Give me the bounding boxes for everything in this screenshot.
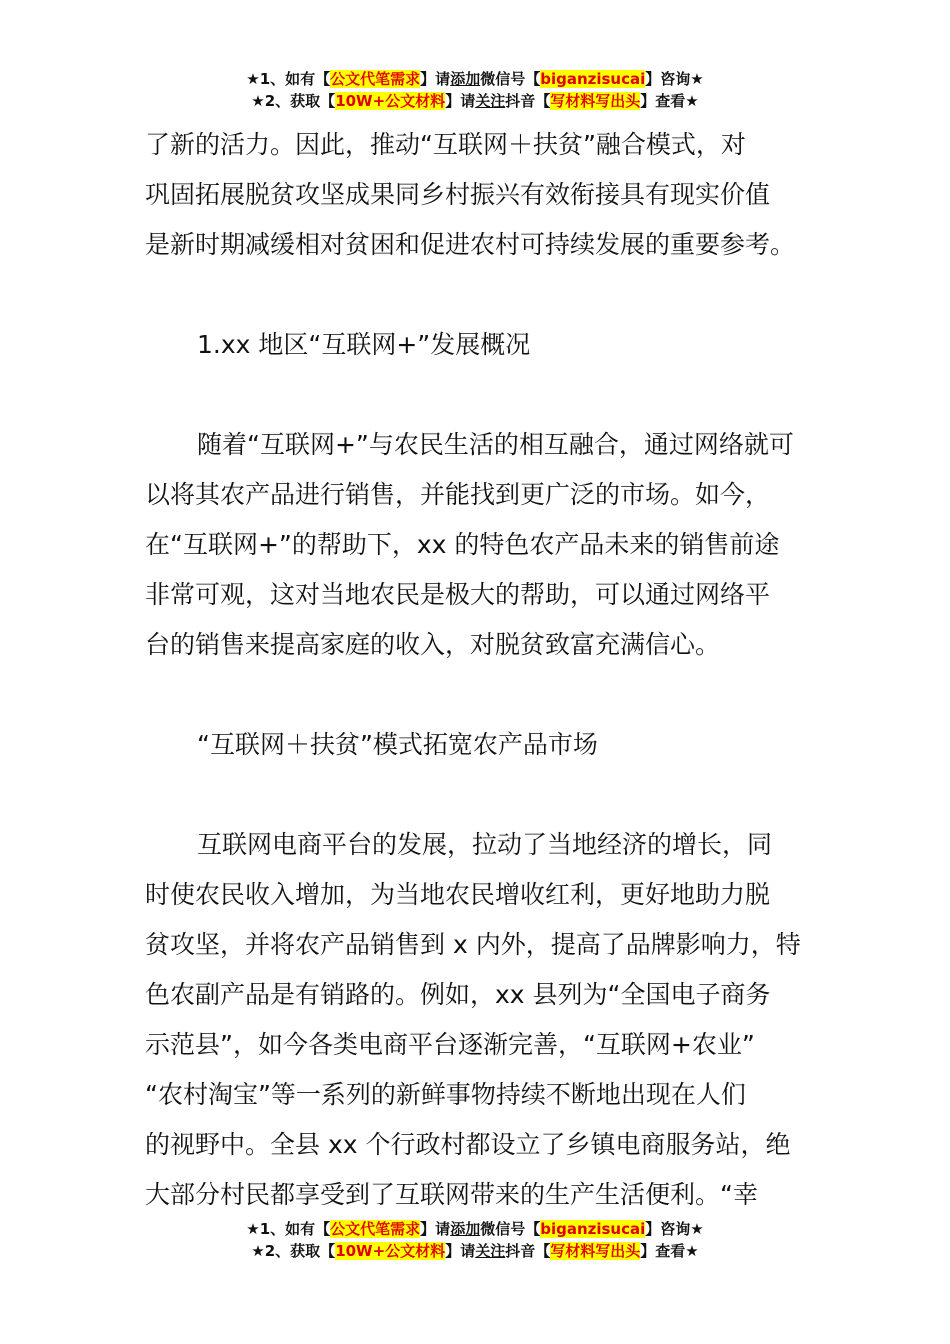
banner-text: 】请: [445, 92, 476, 110]
body-line: 贫攻坚，并将农产品销售到 x 内外，提高了品牌影响力，特: [145, 930, 801, 959]
banner-line-2: [0, 1240, 950, 1262]
banner-line-2: [0, 90, 950, 112]
body-line: 在“互联网+”的帮助下，xx 的特色农产品未来的销售前途: [145, 530, 780, 559]
banner-text: 抖音【: [505, 1242, 551, 1260]
body-line: 的视野中。全县 xx 个行政村都设立了乡镇电商服务站，绝: [145, 1130, 791, 1159]
top-banner: [0, 68, 950, 112]
section-heading: 1.xx 地区“互联网+”发展概况: [197, 330, 531, 359]
banner-text: ★2、获取【: [251, 92, 336, 110]
banner-highlight: 写材料写出头: [550, 1242, 641, 1260]
banner-underlined: 添加: [450, 70, 481, 88]
body-line: 色农副产品是有销路的。例如，xx 县列为“全国电子商务: [145, 980, 771, 1009]
banner-underlined: 关注: [475, 1242, 506, 1260]
document-body: [145, 120, 809, 1220]
body-line: “农村淘宝”等一系列的新鲜事物持续不断地出现在人们: [145, 1080, 746, 1109]
body-line: 随着“互联网+”与农民生活的相互融合，通过网络就可: [197, 430, 794, 459]
banner-text: 微信号【: [480, 1220, 541, 1238]
banner-text: 微信号【: [480, 70, 541, 88]
body-line: 示范县”，如今各类电商平台逐渐完善，“互联网+农业”: [145, 1030, 755, 1059]
body-line: 台的销售来提高家庭的收入，对脱贫致富充满信心。: [145, 630, 721, 659]
body-line: 大部分村民都享受到了互联网带来的生产生活便利。“幸: [145, 1180, 758, 1209]
body-line: 以将其农产品进行销售，并能找到更广泛的市场。如今，: [145, 480, 771, 509]
banner-text: 】请: [445, 1242, 476, 1260]
body-line: 是新时期减缓相对贫困和促进农村可持续发展的重要参考。: [145, 230, 796, 259]
banner-text: 】查看★: [640, 92, 699, 110]
body-line: 时使农民收入增加，为当地农民增收红利，更好地助力脱: [145, 880, 771, 909]
body-line: 巩固拓展脱贫攻坚成果同乡村振兴有效衔接具有现实价值: [145, 180, 771, 209]
banner-text: 】咨询★: [645, 1220, 704, 1238]
section-heading: “互联网＋扶贫”模式拓宽农产品市场: [197, 730, 598, 759]
banner-text: 】请: [420, 70, 451, 88]
banner-highlight: 公文代笔需求: [330, 70, 421, 88]
banner-text: 】请: [420, 1220, 451, 1238]
bottom-banner: [0, 1218, 950, 1262]
banner-highlight: biganzisucai: [540, 70, 646, 88]
banner-text: 】查看★: [640, 1242, 699, 1260]
banner-line-1: [0, 1218, 950, 1240]
banner-highlight: 写材料写出头: [550, 92, 641, 110]
banner-text: ★1、如有【: [246, 70, 331, 88]
banner-text: ★2、获取【: [251, 1242, 336, 1260]
banner-highlight: 10W+公文材料: [335, 92, 446, 110]
banner-underlined: 关注: [475, 92, 506, 110]
banner-text: 】咨询★: [645, 70, 704, 88]
banner-line-1: [0, 68, 950, 90]
body-line: 了新的活力。因此，推动“互联网＋扶贫”融合模式，对: [145, 130, 746, 159]
banner-highlight: 10W+公文材料: [335, 1242, 446, 1260]
banner-text: ★1、如有【: [246, 1220, 331, 1238]
banner-text: 抖音【: [505, 92, 551, 110]
banner-highlight: 公文代笔需求: [330, 1220, 421, 1238]
body-line: 互联网电商平台的发展，拉动了当地经济的增长，同: [197, 830, 773, 859]
body-line: 非常可观，这对当地农民是极大的帮助，可以通过网络平: [145, 580, 771, 609]
banner-highlight: biganzisucai: [540, 1220, 646, 1238]
banner-underlined: 添加: [450, 1220, 481, 1238]
